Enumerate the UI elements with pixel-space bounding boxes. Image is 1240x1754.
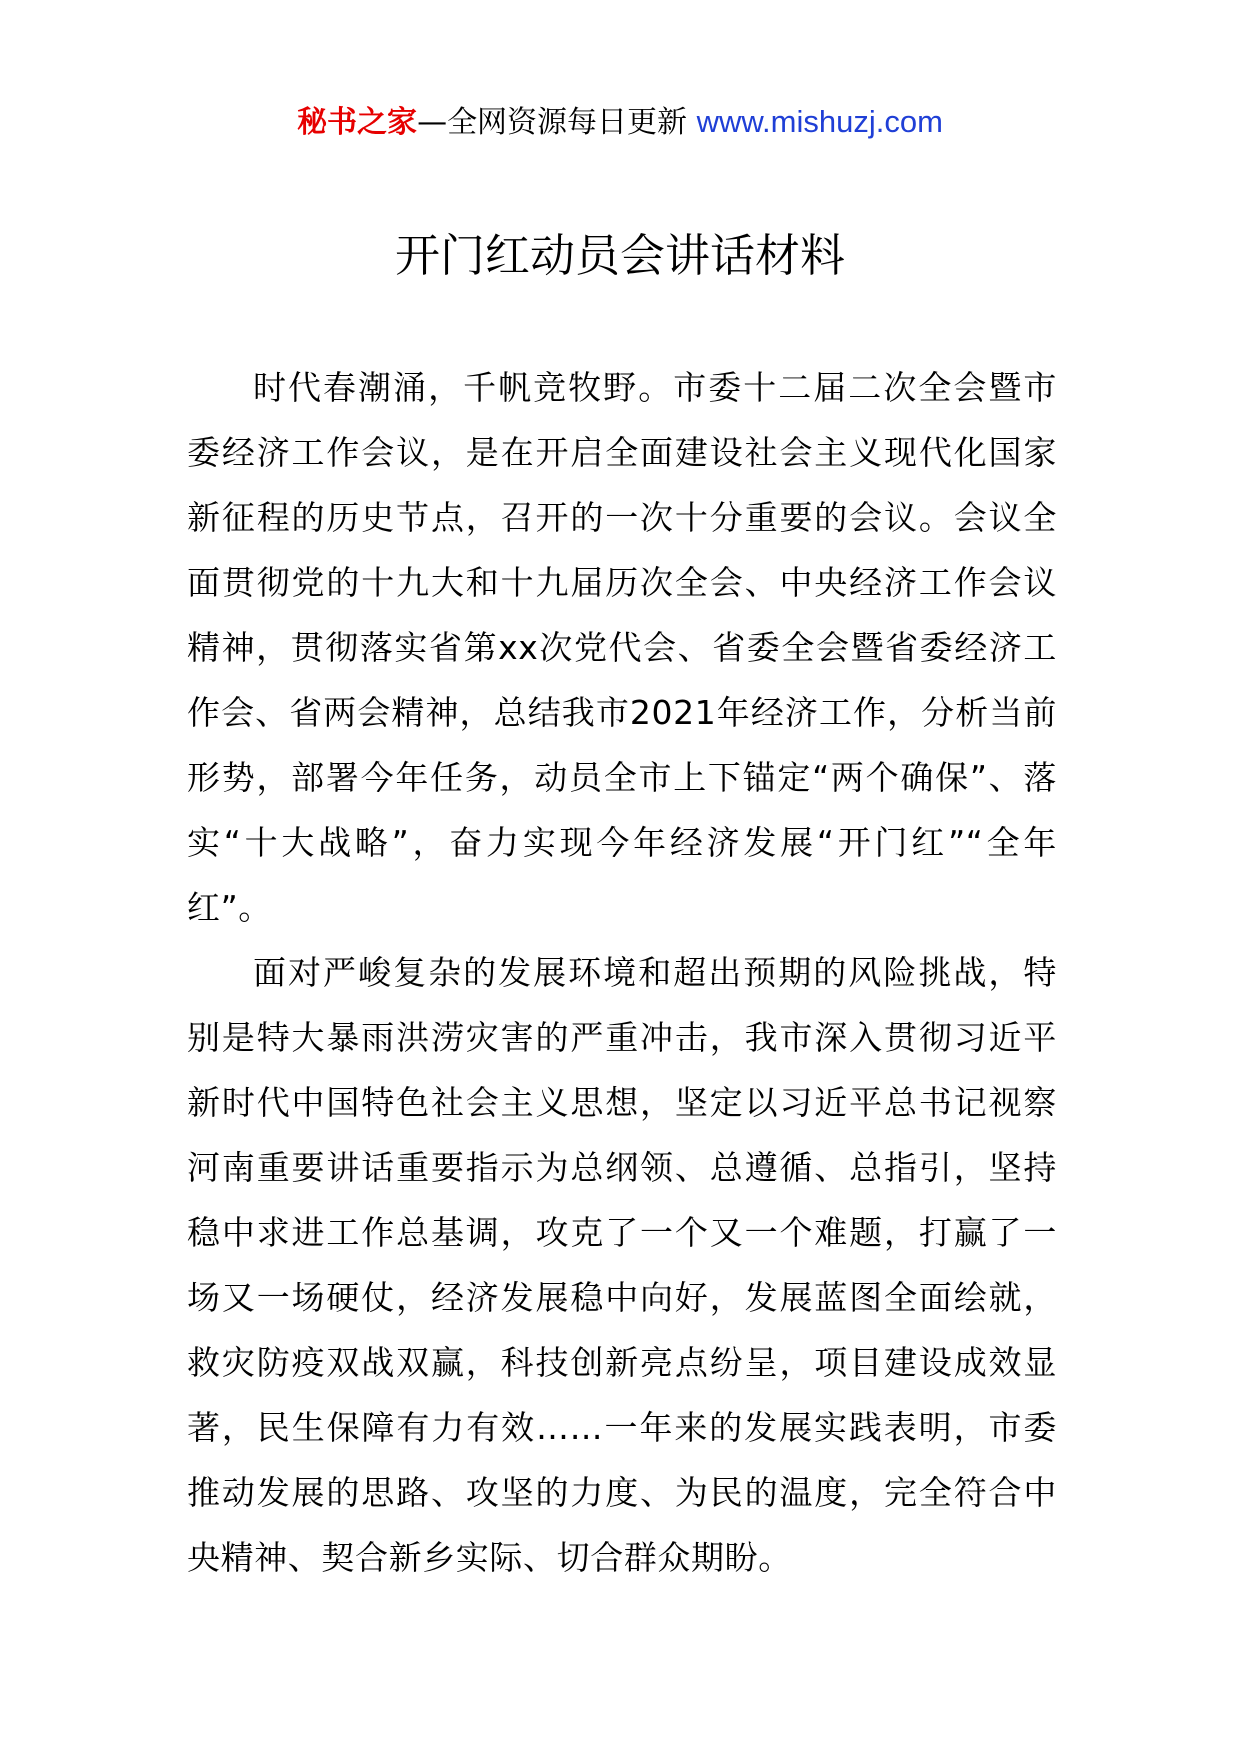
paragraph-2: 面对严峻复杂的发展环境和超出预期的风险挑战，特别是特大暴雨洪涝灾害的严重冲击，我市深入贯彻习近平新时代中国特色社会主义思想，坚定以习近平总书记视察河南重要讲话重要指示为总纲领、总遵循、总指引，坚持稳中求进工作总基调，攻克了一个又一个难题，打赢了一场又一场硬仗，经济发展稳中向好，发展蓝图全面绘就，救灾防疫双战双赢，科技创新亮点纷呈，项目建设成效显著，民生保障有力有效……一年来的发展实践表明，市委推动发展的思路、攻坚的力度、为民的温度，完全符合中央精神、契合新乡实际、切合群众期盼。 [187, 953, 1057, 1577]
brand-name: 秘书之家 [297, 105, 418, 140]
document-title: 开门红动员会讲话材料 [394, 229, 845, 282]
site-url-link[interactable]: www.mishuzj.com [696, 104, 943, 139]
site-header [0, 100, 1240, 145]
document-body [187, 355, 1057, 1590]
site-slogan: —全网资源每日更新 [417, 105, 688, 140]
paragraph-1: 时代春潮涌，千帆竞牧野。市委十二届二次全会暨市委经济工作会议，是在开启全面建设社会主义现代化国家新征程的历史节点，召开的一次十分重要的会议。会议全面贯彻党的十九大和十九届历次全会、中央经济工作会议精神，贯彻落实省第xx次党代会、省委全会暨省委经济工作会、省两会精神，总结我市2021年经济工作，分析当前形势，部署今年任务，动员全市上下锚定“两个确保”、落实“十大战略”，奋力实现今年经济发展“开门红”“全年红”。 [187, 368, 1057, 927]
